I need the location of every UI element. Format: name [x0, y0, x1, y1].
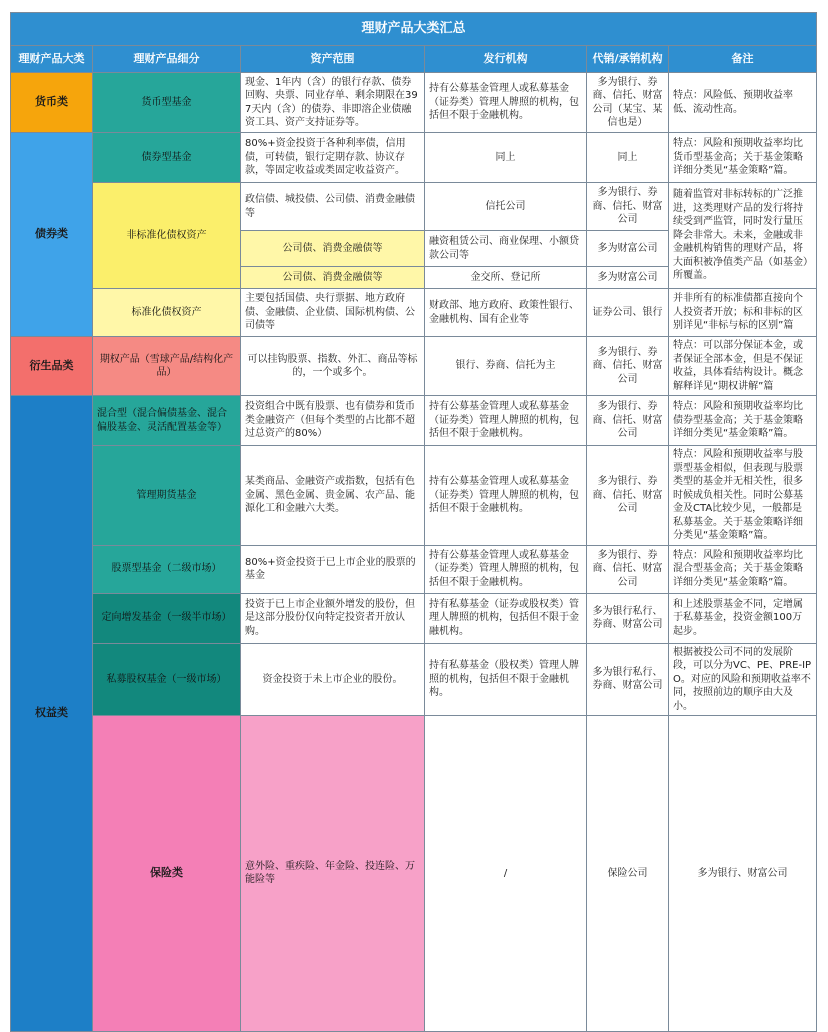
table-row [11, 545, 817, 593]
asset-cell: 公司债、消费金融债等 [241, 267, 425, 289]
asset-cell: 投资组合中既有股票、也有债券和货币类金融资产（但每个类型的占比都不超过总资产的80%） [241, 396, 425, 446]
asset-cell: 可以挂钩股票、指数、外汇、商品等标的，一个或多个。 [241, 337, 425, 396]
subcategory-cell: 债券型基金 [93, 133, 241, 183]
table-row [11, 396, 817, 446]
subcategory-cell: 混合型（混合偏债基金、混合偏股基金、灵活配置基金等） [93, 396, 241, 446]
asset-cell: 现金、1年内（含）的银行存款、债券回购、央票、同业存单、剩余期限在397天内（含）的债券、非即溶企业债融资工具、资产支持证券等。 [241, 73, 425, 133]
subcategory-cell: 期权产品（雪球产品/结构化产品） [93, 337, 241, 396]
category-cell: 货币类 [11, 73, 93, 133]
asset-cell: 公司债、消费金融债等 [241, 231, 425, 267]
asset-cell: 政信债、城投债、公司债、消费金融债等 [241, 183, 425, 231]
agent-cell: 多为银行、券商、信托、财富公司（某宝、某信也是） [587, 73, 669, 133]
asset-cell: 80%+资金投资于已上市企业的股票的基金 [241, 545, 425, 593]
category-cell: 保险类 [93, 716, 241, 1032]
agent-cell: 多为银行私行、券商、财富公司 [587, 643, 669, 716]
issuer-cell: 同上 [425, 133, 587, 183]
issuer-cell: 持有公募基金管理人或私募基金（证券类）管理人牌照的机构，包括但不限于金融机构。 [425, 446, 587, 546]
table-row [11, 133, 817, 183]
issuer-cell: 持有私募基金（证券或股权类）管理人牌照的机构，包括但不限于金融机构。 [425, 593, 587, 643]
issuer-cell: 持有公募基金管理人或私募基金（证券类）管理人牌照的机构，包括但不限于金融机构。 [425, 545, 587, 593]
note-cell: 并非所有的标准债都直接向个人投资者开放；标和非标的区别详见“非标与标的区别”篇 [669, 289, 817, 337]
table-row [11, 643, 817, 716]
issuer-cell: 持有私募基金（股权类）管理人牌照的机构，包括但不限于金融机构。 [425, 643, 587, 716]
agent-cell: 多为银行、财富公司 [669, 716, 817, 1032]
agent-cell: 多为银行、券商、信托、财富公司 [587, 337, 669, 396]
issuer-cell: 融资租赁公司、商业保理、小额贷款公司等 [425, 231, 587, 267]
asset-cell: 投资于已上市企业额外增发的股份，但是这部分股份仅向特定投资者开放认购。 [241, 593, 425, 643]
subcategory-cell: 标准化债权资产 [93, 289, 241, 337]
agent-cell: 同上 [587, 133, 669, 183]
issuer-cell: 银行、券商、信托为主 [425, 337, 587, 396]
issuer-cell: 持有公募基金管理人或私募基金（证券类）管理人牌照的机构，包括但不限于金融机构。 [425, 73, 587, 133]
asset-cell: / [425, 716, 587, 1032]
subcategory-cell: 意外险、重疾险、年金险、投连险、万能险等 [241, 716, 425, 1032]
agent-cell: 多为银行、券商、信托、财富公司 [587, 396, 669, 446]
agent-cell: 多为银行、券商、信托、财富公司 [587, 183, 669, 231]
header-agent: 代销/承销机构 [587, 46, 669, 73]
subcategory-cell: 定向增发基金（一级半市场） [93, 593, 241, 643]
subcategory-cell: 管理期货基金 [93, 446, 241, 546]
category-cell: 债券类 [11, 133, 93, 337]
category-cell: 权益类 [11, 396, 93, 1032]
header-category: 理财产品大类 [11, 46, 93, 73]
table-row [11, 73, 817, 133]
subcategory-cell: 股票型基金（二级市场） [93, 545, 241, 593]
subcategory-cell: 非标准化债权资产 [93, 183, 241, 289]
header-subcategory: 理财产品细分 [93, 46, 241, 73]
table-title: 理财产品大类汇总 [11, 13, 817, 46]
asset-cell: 80%+资金投资于各种利率债，信用债，可转债，银行定期存款、协议存款，等固定收益或类固定收益资产。 [241, 133, 425, 183]
note-cell: 特点：风险和预期收益率均比货币型基金高；关于基金策略详细分类见“基金策略”篇。 [669, 133, 817, 183]
asset-cell: 资金投资于未上市企业的股份。 [241, 643, 425, 716]
agent-cell: 多为财富公司 [587, 267, 669, 289]
issuer-cell: 财政部、地方政府、政策性银行、金融机构、国有企业等 [425, 289, 587, 337]
asset-cell: 某类商品、金融资产或指数，包括有色金属、黑色金属、贵金属、农产品、能源化工和金融六大类。 [241, 446, 425, 546]
header-row [11, 46, 817, 73]
table-row [11, 446, 817, 546]
table-row [11, 289, 817, 337]
agent-cell: 多为银行私行、券商、财富公司 [587, 593, 669, 643]
product-summary-table [10, 12, 817, 1032]
table-row [11, 183, 817, 231]
issuer-cell: 持有公募基金管理人或私募基金（证券类）管理人牌照的机构，包括但不限于金融机构。 [425, 396, 587, 446]
note-cell: 和上述股票基金不同，定增属于私募基金，投资金额100万起步。 [669, 593, 817, 643]
subcategory-cell: 私募股权基金（一级市场） [93, 643, 241, 716]
table-row [11, 716, 817, 1032]
note-cell: 特点：风险和预期收益率均比混合型基金高；关于基金策略详细分类见“基金策略”篇。 [669, 545, 817, 593]
agent-cell: 多为财富公司 [587, 231, 669, 267]
note-cell: 特点：风险低、预期收益率低、流动性高。 [669, 73, 817, 133]
asset-cell: 主要包括国债、央行票据、地方政府债、金融债、企业债、国际机构债、公司债等 [241, 289, 425, 337]
note-cell: 特点：风险和预期收益率与股票型基金相似，但表现与股票类型的基金并无相关性，很多时候成负相关性。同时公募基金及CTA比较少见，一般都是私募基金。关于基金策略详细分类见“基金策略”篇。 [669, 446, 817, 546]
table-row [11, 337, 817, 396]
subcategory-cell: 货币型基金 [93, 73, 241, 133]
header-asset-scope: 资产范围 [241, 46, 425, 73]
category-cell: 衍生品类 [11, 337, 93, 396]
agent-cell: 多为银行、券商、信托、财富公司 [587, 545, 669, 593]
note-cell: 随着监管对非标转标的广泛推进，这类理财产品的发行将持续受到严监管，同时发行量压降会非常大。未来，金融或非金融机构销售的理财产品，将大面积被净值类产品（如基金）所覆盖。 [669, 183, 817, 289]
table-row [11, 593, 817, 643]
header-issuer: 发行机构 [425, 46, 587, 73]
issuer-cell: 信托公司 [425, 183, 587, 231]
issuer-cell: 保险公司 [587, 716, 669, 1032]
agent-cell: 证券公司、银行 [587, 289, 669, 337]
issuer-cell: 金交所、登记所 [425, 267, 587, 289]
agent-cell: 多为银行、券商、信托、财富公司 [587, 446, 669, 546]
note-cell: 根据被投公司不同的发展阶段，可以分为VC、PE、PRE-IPO。对应的风险和预期收益率不同，按照前边的顺序由大及小。 [669, 643, 817, 716]
note-cell: 特点：风险和预期收益率均比债券型基金高；关于基金策略详细分类见“基金策略”篇。 [669, 396, 817, 446]
header-note: 备注 [669, 46, 817, 73]
note-cell: 特点：可以部分保证本金，或者保证全部本金，但是不保证收益，具体看结构设计。概念解释详见“期权讲解”篇 [669, 337, 817, 396]
